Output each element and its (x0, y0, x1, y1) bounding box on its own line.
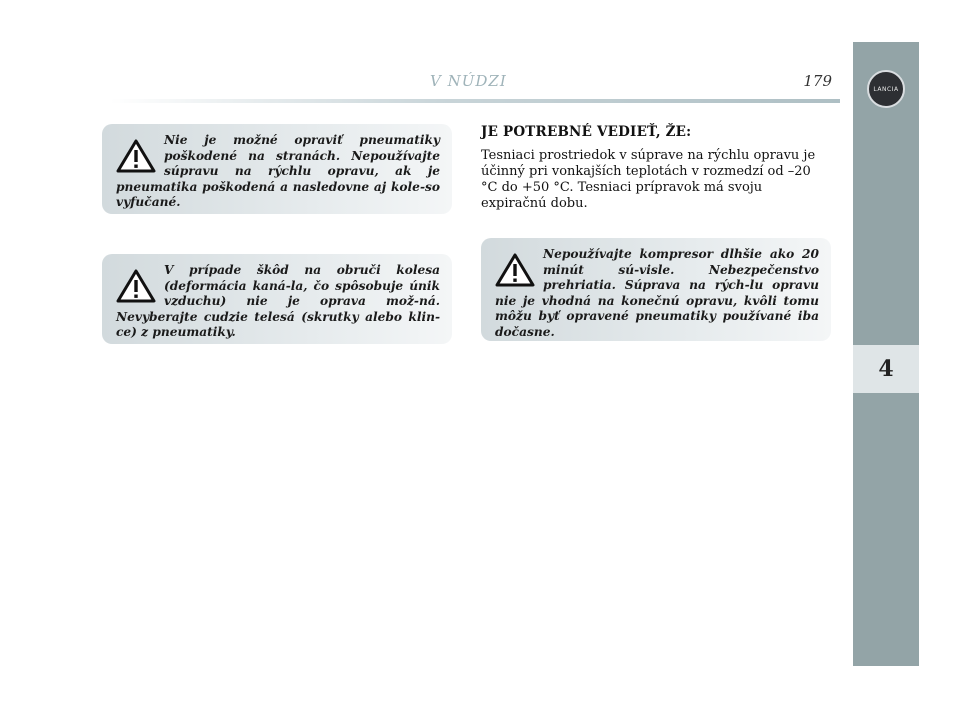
warning-text: V prípade škôd na obruči kolesa (deformácia kaná-la, čo spôsobuje únik vzduchu) nie je oprava mož-ná. Nevyberajte cudzie telesá (skrutky alebo klin-ce) z pneumatiky. (116, 263, 440, 339)
header-rule (110, 99, 840, 103)
warning-triangle-icon (116, 139, 156, 173)
chapter-number: 4 (853, 345, 919, 393)
warning-text: Nepoužívajte kompresor dlhšie ako 20 minút sú-visle. Nebezpečenstvo prehriatia. Súprava na rých-lu opravu nie je vhodná na konečnú opravu, kvôli tomu môžu byť opravené pneumatiky používané iba dočasne. (495, 247, 819, 339)
warning-box-2 (102, 254, 452, 344)
section-heading: JE POTREBNÉ VEDIEŤ, ŽE: (481, 124, 692, 140)
info-section (481, 124, 831, 212)
section-title: V NÚDZI (430, 72, 507, 90)
warning-triangle-icon (495, 253, 535, 287)
warning-triangle-icon (116, 269, 156, 303)
chapter-side-tab (853, 42, 919, 666)
warning-text: Nie je možné opraviť pneumatiky poškodené na stranách. Nepoužívajte súpravu na rýchlu opravu, ak je pneumatika poškodená a nasledovne aj kole-so vyfučané. (116, 133, 440, 209)
warning-box-1 (102, 124, 452, 214)
lancia-logo-icon (867, 70, 905, 108)
section-body: Tesniaci prostriedok v súprave na rýchlu opravu je účinný pri vonkajších teplotách v rozmedzí od –20 °C do +50 °C. Tesniaci prípravok má svoju expiračnú dobu. (481, 148, 816, 211)
page-header (100, 62, 840, 112)
page-number: 179 (803, 72, 832, 90)
warning-box-3 (481, 238, 831, 341)
logo-text: LANCIA (873, 85, 899, 93)
